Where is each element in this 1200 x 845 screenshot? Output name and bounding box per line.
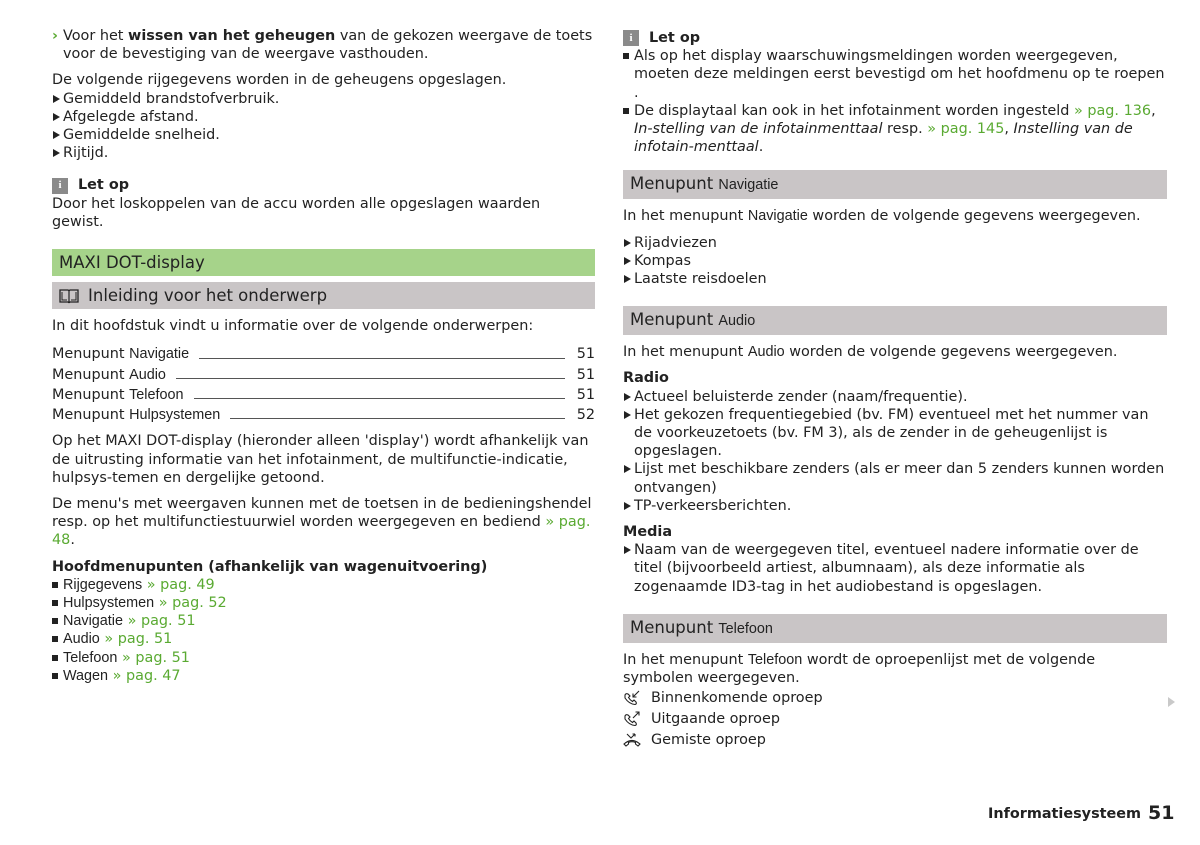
memory-list bbox=[52, 90, 595, 163]
call-label: Binnenkomende oproep bbox=[651, 689, 823, 706]
left-column bbox=[52, 27, 595, 685]
audio-heading: Menupunt Audio bbox=[623, 306, 1167, 335]
note-header bbox=[52, 176, 595, 194]
toc-page: 51 bbox=[576, 346, 595, 363]
list-item: Navigatie » pag. 51 bbox=[52, 612, 595, 630]
note-item: Als op het display waarschuwingsmeldingen worden weergegeven, moeten deze meldingen eerst bevestigd om het hoofdmenu op te roepen . bbox=[623, 47, 1167, 102]
note-text: Door het loskoppelen van de accu worden alle opgeslagen waarden gewist. bbox=[52, 195, 541, 230]
note-header bbox=[623, 29, 1167, 47]
step-chevron-icon: › bbox=[52, 28, 58, 44]
toc-entry[interactable]: Menupunt Telefoon 51 bbox=[52, 386, 595, 403]
missed-call-icon bbox=[623, 732, 641, 748]
list-item: Laatste reisdoelen bbox=[623, 270, 1167, 288]
toc-entry[interactable]: Menupunt Audio 51 bbox=[52, 366, 595, 383]
list-item: Wagen » pag. 47 bbox=[52, 667, 595, 685]
footer-section-title: Informatiesysteem bbox=[988, 806, 1142, 822]
call-symbol-list bbox=[623, 687, 1167, 750]
list-item: Rijgegevens » pag. 49 bbox=[52, 576, 595, 594]
radio-title: Radio bbox=[623, 370, 669, 387]
list-item: Rijadviezen bbox=[623, 234, 1167, 252]
note-title: Let op bbox=[78, 177, 130, 194]
instruction-step: › Voor het wissen van het geheugen van de gekozen weergave de toets voor de bevestiging van de weergave vasthouden. bbox=[52, 28, 593, 63]
list-item: Naam van de weergegeven titel, eventueel nadere informatie over de titel (bijvoorbeeld artiest, albumnaam), als deze informatie als zogenaamde ID3-tag in het audiobestand is opgeslagen. bbox=[623, 541, 1167, 596]
continue-arrow-icon bbox=[1168, 697, 1175, 707]
list-item: Het gekozen frequentiegebied (bv. FM) eventueel met het nummer van de voorkeuzetoets (bv. FM 3), als de zender in de geheugenlijst is opgeslagen. bbox=[623, 406, 1167, 461]
list-item bbox=[623, 729, 1167, 750]
list-item: TP-verkeersberichten. bbox=[623, 497, 1167, 515]
main-menu-title: Hoofdmenupunten (afhankelijk van wagenuitvoering) bbox=[52, 558, 488, 575]
outgoing-call-icon bbox=[623, 711, 641, 727]
page-link[interactable]: » pag. 145 bbox=[927, 121, 1005, 138]
info-icon: i bbox=[52, 178, 68, 194]
audio-intro: In het menupunt Audio worden de volgende gegevens weergegeven. bbox=[623, 344, 1118, 361]
intro-heading-label: Inleiding voor het onderwerp bbox=[88, 286, 328, 306]
list-item: Audio » pag. 51 bbox=[52, 630, 595, 648]
list-item bbox=[623, 687, 1167, 708]
toc-page: 51 bbox=[576, 366, 595, 383]
list-item: Lijst met beschikbare zenders (als er meer dan 5 zenders kunnen worden ontvangen) bbox=[623, 460, 1167, 496]
toc-entry[interactable]: Menupunt Navigatie 51 bbox=[52, 346, 595, 363]
toc-entry[interactable]: Menupunt Hulpsystemen 52 bbox=[52, 407, 595, 424]
navigation-heading: Menupunt Navigatie bbox=[623, 170, 1167, 199]
note-item: De displaytaal kan ook in het infotainment worden ingesteld » pag. 136, In-stelling van de infotainmenttaal resp. » pag. 145, Instelling van de infotain-menttaal. bbox=[623, 102, 1167, 157]
toc-page: 52 bbox=[576, 407, 595, 424]
page-link[interactable]: » pag. 136 bbox=[1073, 102, 1152, 119]
info-icon: i bbox=[623, 30, 639, 46]
right-column bbox=[623, 27, 1167, 750]
toc-page: 51 bbox=[576, 386, 595, 403]
call-label: Uitgaande oproep bbox=[651, 710, 780, 727]
media-title: Media bbox=[623, 524, 673, 541]
list-item: Hulpsystemen » pag. 52 bbox=[52, 594, 595, 612]
toc-leader bbox=[176, 378, 565, 379]
page-number: 51 bbox=[1148, 802, 1175, 824]
intro-heading bbox=[52, 282, 595, 309]
paragraph-menus: De menu's met weergaven kunnen met de toetsen in de bedieningshendel resp. op het multifunctiestuurwiel worden weergegeven en bediend » pag. 48. bbox=[52, 496, 592, 549]
list-item: Actueel beluisterde zender (naam/frequentie). bbox=[623, 388, 1167, 406]
page-link[interactable]: » pag. 48 bbox=[52, 514, 591, 549]
toc-intro: In dit hoofdstuk vindt u informatie over de volgende onderwerpen: bbox=[52, 318, 534, 335]
memory-intro: De volgende rijgegevens worden in de geheugens opgeslagen. bbox=[52, 72, 507, 89]
incoming-call-icon bbox=[623, 690, 641, 706]
main-menu-list bbox=[52, 576, 595, 685]
paragraph-display: Op het MAXI DOT-display (hieronder alleen 'display') wordt afhankelijk van de uitrusting informatie van het infotainment, de multifunctie-indicatie, hulpsys-temen en dergelijke getoond. bbox=[52, 433, 589, 486]
page-link[interactable]: » pag. 51 bbox=[104, 631, 173, 648]
list-item: Telefoon » pag. 51 bbox=[52, 649, 595, 667]
step-bold-text: wissen van het geheugen bbox=[128, 28, 336, 44]
page-link[interactable]: » pag. 52 bbox=[158, 595, 227, 612]
list-item bbox=[623, 708, 1167, 729]
page-link[interactable]: » pag. 49 bbox=[146, 576, 215, 593]
toc-leader bbox=[230, 418, 564, 419]
navigation-list bbox=[623, 234, 1167, 289]
media-list bbox=[623, 541, 1167, 596]
list-item: Afgelegde afstand. bbox=[52, 108, 595, 126]
note-title: Let op bbox=[649, 30, 701, 46]
list-item: Gemiddelde snelheid. bbox=[52, 126, 595, 144]
list-item: Gemiddeld brandstofverbruik. bbox=[52, 90, 595, 108]
phone-heading: Menupunt Telefoon bbox=[623, 614, 1167, 643]
navigation-intro: In het menupunt Navigatie worden de volgende gegevens weergegeven. bbox=[623, 208, 1141, 225]
book-icon bbox=[59, 288, 79, 304]
table-of-contents bbox=[52, 343, 595, 424]
toc-leader bbox=[199, 358, 565, 359]
radio-list bbox=[623, 388, 1167, 515]
list-item: Rijtijd. bbox=[52, 144, 595, 162]
page-link[interactable]: » pag. 51 bbox=[122, 649, 190, 666]
phone-intro: In het menupunt Telefoon wordt de oproepenlijst met de volgende symbolen weergegeven. bbox=[623, 651, 1096, 687]
page-link[interactable]: » pag. 51 bbox=[127, 613, 196, 630]
page-link[interactable]: » pag. 47 bbox=[112, 667, 181, 684]
section-heading: MAXI DOT-display bbox=[52, 249, 595, 276]
list-item: Kompas bbox=[623, 252, 1167, 270]
toc-leader bbox=[194, 398, 565, 399]
call-label: Gemiste oproep bbox=[651, 731, 766, 748]
